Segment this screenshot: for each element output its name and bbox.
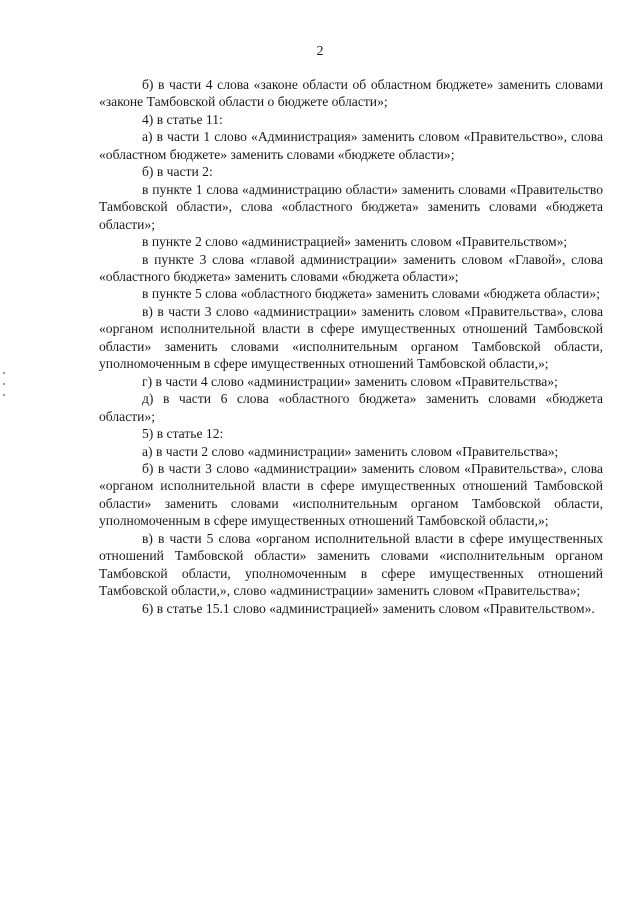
scan-mark	[3, 383, 5, 385]
paragraph: в) в части 3 слово «администрации» заменить словом «Правительства», слова «органом исполнительной власти в сфере имущественных отношений Тамбовской области» заменить словами «исполнительным органом Тамбовской области, уполномоченным в сфере имущественных отношений Тамбовской области,»;	[99, 303, 603, 372]
paragraph: а) в части 2 слово «администрации» заменить словом «Правительства»;	[142, 443, 559, 459]
paragraph: в пункте 3 слова «главой администрации» заменить словом «Главой», слова «областного бюджета» заменить словами «бюджета области»;	[99, 251, 603, 284]
paragraph: в пункте 1 слова «администрацию области» заменить словами «Правительство Тамбовской области», слова «областного бюджета» заменить словами «бюджета области»;	[99, 181, 603, 232]
document-body	[99, 76, 603, 617]
paragraph: б) в части 4 слова «законе области об областном бюджете» заменить словами «законе Тамбовской области о бюджете области»;	[99, 77, 603, 110]
paragraph: 4) в статье 11:	[142, 111, 223, 127]
scan-mark	[3, 372, 5, 374]
paragraph: 6) в статье 15.1 слово «администрацией» заменить словом «Правительством».	[142, 600, 595, 616]
paragraph: в пункте 5 слова «областного бюджета» заменить словами «бюджета области»;	[142, 286, 600, 302]
scan-mark	[3, 394, 5, 396]
paragraph: а) в части 1 слово «Администрация» заменить словом «Правительство», слова «областном бюджете» заменить словами «бюджете области»;	[99, 129, 603, 162]
paragraph: б) в части 2:	[142, 164, 213, 180]
paragraph: д) в части 6 слова «областного бюджета» заменить словами «бюджета области»;	[99, 391, 603, 424]
page-number: 2	[316, 44, 324, 59]
paragraph: г) в части 4 слово «администрации» заменить словом «Правительства»;	[142, 373, 558, 389]
paragraph: в) в части 5 слова «органом исполнительной власти в сфере имущественных отношений Тамбовской области» заменить словами «исполнительным органом Тамбовской области, уполномоченным в сфере имущественных отношений Тамбовской области,», слово «администрации» заменить словом «Правительства»;	[99, 530, 603, 599]
paragraph: б) в части 3 слово «администрации» заменить словом «Правительства», слова «органом исполнительной власти в сфере имущественных отношений Тамбовской области» заменить словами «исполнительным органом Тамбовской области, уполномоченным в сфере имущественных отношений Тамбовской области,»;	[99, 460, 603, 529]
paragraph: 5) в статье 12:	[142, 426, 224, 442]
margin-scan-marks	[3, 372, 7, 406]
paragraph: в пункте 2 слово «администрацией» заменить словом «Правительством»;	[142, 234, 568, 250]
